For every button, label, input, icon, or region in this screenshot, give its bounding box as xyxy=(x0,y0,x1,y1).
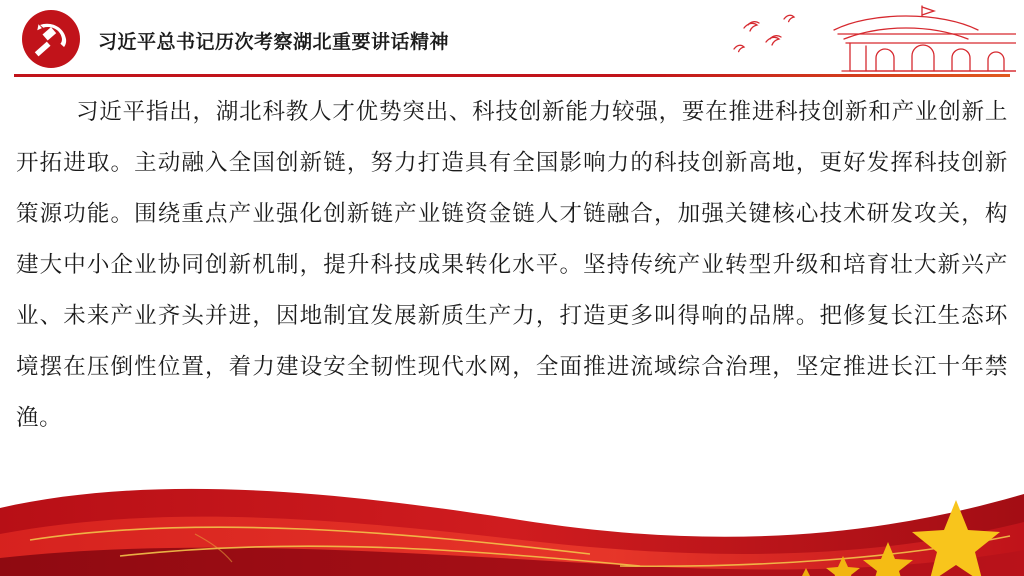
body-paragraph: 习近平指出，湖北科教人才优势突出、科技创新能力较强，要在推进科技创新和产业创新上开拓进取。主动融入全国创新链，努力打造具有全国影响力的科技创新高地，更好发挥科技创新策源功能。围绕重点产业强化创新链产业链资金链人才链融合，加强关键核心技术研发攻关，构建大中小企业协同创新机制，提升科技成果转化水平。坚持传统产业转型升级和培育壮大新兴产业、未来产业齐头并进，因地制宜发展新质生产力，打造更多叫得响的品牌。把修复长江生态环境摆在压倒性位置，着力建设安全韧性现代水网，全面推进流域综合治理，坚定推进长江十年禁渔。 xyxy=(16,99,1008,430)
party-emblem-icon xyxy=(18,8,90,70)
tiananmen-gate-icon xyxy=(726,2,1016,74)
doves-icon xyxy=(734,15,794,51)
slide-header xyxy=(0,0,1024,78)
page-title: 习近平总书记历次考察湖北重要讲话精神 xyxy=(98,32,450,53)
gold-stars-icon xyxy=(793,500,1008,576)
header-divider xyxy=(14,74,1010,77)
